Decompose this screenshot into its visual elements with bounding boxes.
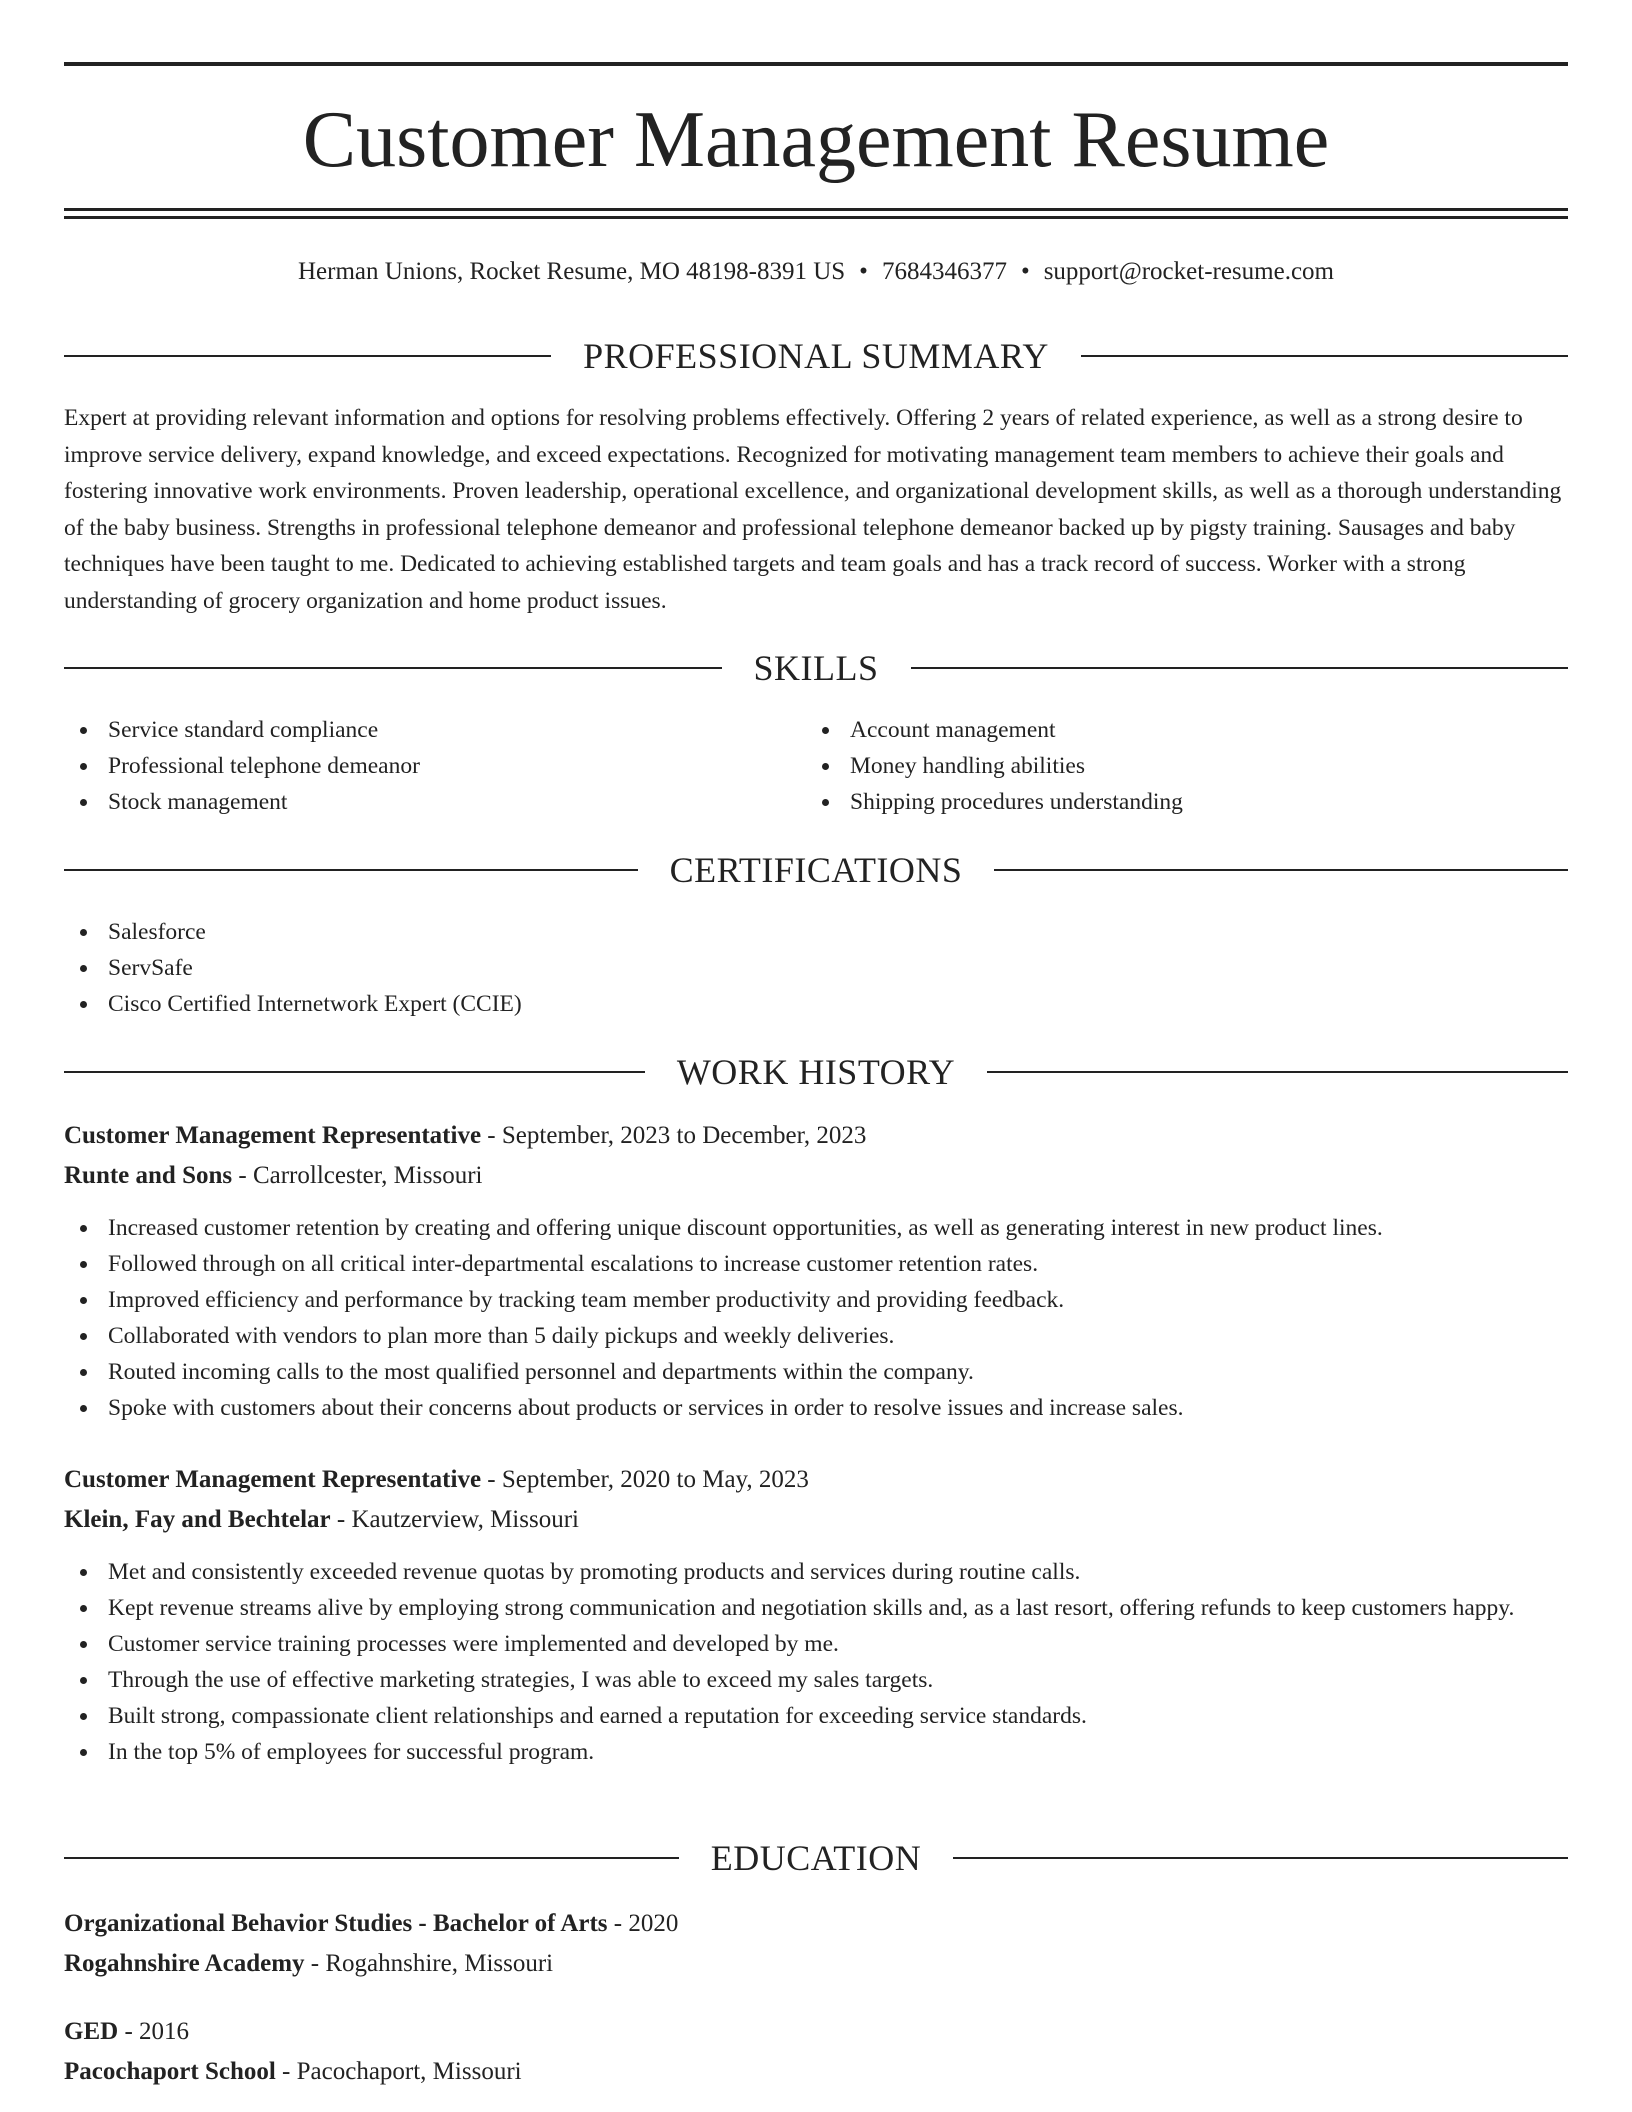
school-location: - Rogahnshire, Missouri xyxy=(304,1950,554,1977)
summary-text: Expert at providing relevant information and options for resolving problems effectively. Offering 2 years of related experience, as well as a strong desire to improve service delivery, expand knowledge, and exceed expectations. Recognized for motivating management team members to achieve their goals and fostering innovative work environments. Proven leadership, operational excellence, and organizational development skills, as well as a thorough understanding of the baby business. Strengths in professional telephone demeanor and professional telephone demeanor backed up by pigsty training. Sausages and baby techniques have been taught to me. Dedicated to achieving established targets and team goals and has a track record of success. Worker with a strong understanding of grocery organization and home product issues. xyxy=(64,405,1562,614)
heading-rule-right xyxy=(911,667,1569,669)
certifications-heading-label: CERTIFICATIONS xyxy=(669,850,963,890)
certification-item: Cisco Certified Internetwork Expert (CCIE) xyxy=(64,986,1568,1022)
education-heading-label: EDUCATION xyxy=(710,1838,922,1878)
contact-line xyxy=(64,256,1568,288)
job-bullet: Followed through on all critical inter-departmental escalations to increase customer retention rates. xyxy=(64,1246,1568,1282)
certifications-list xyxy=(64,914,1568,1022)
job-title-line xyxy=(64,1460,1568,1500)
job-company-line xyxy=(64,1500,1568,1540)
job-bullet: Increased customer retention by creating and offering unique discount opportunities, as well as generating interest in new product lines. xyxy=(64,1210,1568,1246)
job-bullet: Kept revenue streams alive by employing strong communication and negotiation skills and, as a last resort, offering refunds to keep customers happy. xyxy=(64,1590,1568,1626)
contact-separator: • xyxy=(859,258,868,285)
job-location: - Carrollcester, Missouri xyxy=(232,1162,483,1189)
skill-item: Shipping procedures understanding xyxy=(806,784,1506,820)
job-location: - Kautzerview, Missouri xyxy=(330,1506,579,1533)
school-location: - Pacochaport, Missouri xyxy=(275,2058,522,2085)
job-bullet: Built strong, compassionate client relationships and earned a reputation for exceeding service standards. xyxy=(64,1698,1568,1734)
job-title: Customer Management Representative xyxy=(64,1122,482,1149)
education-entry xyxy=(64,2012,1568,2092)
contact-phone: 7684346377 xyxy=(881,258,1007,285)
job-bullet: Spoke with customers about their concerns about products or services in order to resolve issues and increase sales. xyxy=(64,1390,1568,1426)
job-dates: - September, 2020 to May, 2023 xyxy=(481,1466,809,1493)
job-entry xyxy=(64,1116,1568,1196)
skills-heading xyxy=(64,646,1568,690)
job-company: Runte and Sons xyxy=(64,1162,233,1189)
title-top-rule xyxy=(64,62,1568,66)
degree-line xyxy=(64,2012,1568,2052)
job-bullet: Customer service training processes were implemented and developed by me. xyxy=(64,1626,1568,1662)
school-line xyxy=(64,2052,1568,2092)
job-dates: - September, 2023 to December, 2023 xyxy=(481,1122,867,1149)
skill-item: Professional telephone demeanor xyxy=(64,748,764,784)
skills-heading-label: SKILLS xyxy=(753,648,879,688)
degree-year: - 2020 xyxy=(607,1910,679,1937)
certifications-heading xyxy=(64,848,1568,892)
skill-item: Stock management xyxy=(64,784,764,820)
job-bullet: Improved efficiency and performance by tracking team member productivity and providing feedback. xyxy=(64,1282,1568,1318)
skill-item: Service standard compliance xyxy=(64,712,764,748)
heading-rule-left xyxy=(64,667,722,669)
title-bottom-rule-2 xyxy=(64,216,1568,219)
skill-item: Account management xyxy=(806,712,1506,748)
skills-list-left xyxy=(64,712,764,820)
heading-rule-left xyxy=(64,355,551,357)
resume-title: Customer Management Resume xyxy=(302,96,1330,184)
job-bullets xyxy=(64,1210,1568,1426)
degree-line xyxy=(64,1904,1568,1944)
job-title: Customer Management Representative xyxy=(64,1466,482,1493)
skill-item: Money handling abilities xyxy=(806,748,1506,784)
heading-rule-right xyxy=(994,869,1568,871)
work-heading-label: WORK HISTORY xyxy=(676,1052,956,1092)
job-bullet: Collaborated with vendors to plan more than 5 daily pickups and weekly deliveries. xyxy=(64,1318,1568,1354)
heading-rule-right xyxy=(1081,355,1568,357)
contact-address: Herman Unions, Rocket Resume, MO 48198-8391 US xyxy=(298,258,846,285)
skills-list-right xyxy=(806,712,1506,820)
job-bullets xyxy=(64,1554,1568,1770)
summary-heading xyxy=(64,334,1568,378)
school: Pacochaport School xyxy=(64,2058,276,2085)
education-entry xyxy=(64,1904,1568,1984)
work-heading xyxy=(64,1050,1568,1094)
heading-rule-left xyxy=(64,1071,645,1073)
job-entry xyxy=(64,1460,1568,1540)
heading-rule-right xyxy=(953,1857,1568,1859)
heading-rule-right xyxy=(987,1071,1568,1073)
contact-email: support@rocket-resume.com xyxy=(1043,258,1334,285)
job-title-line xyxy=(64,1116,1568,1156)
certification-item: Salesforce xyxy=(64,914,1568,950)
job-bullet: Routed incoming calls to the most qualified personnel and departments within the company. xyxy=(64,1354,1568,1390)
summary-heading-label: PROFESSIONAL SUMMARY xyxy=(583,336,1049,376)
school-line xyxy=(64,1944,1568,1984)
job-company: Klein, Fay and Bechtelar xyxy=(64,1506,331,1533)
degree: GED xyxy=(64,2018,119,2045)
job-bullet: In the top 5% of employees for successful program. xyxy=(64,1734,1568,1770)
job-bullet: Met and consistently exceeded revenue quotas by promoting products and services during routine calls. xyxy=(64,1554,1568,1590)
title-bottom-rule xyxy=(64,208,1568,211)
degree: Organizational Behavior Studies - Bachelor of Arts xyxy=(64,1910,608,1937)
degree-year: - 2016 xyxy=(118,2018,190,2045)
school: Rogahnshire Academy xyxy=(64,1950,305,1977)
heading-rule-left xyxy=(64,1857,679,1859)
heading-rule-left xyxy=(64,869,638,871)
job-bullet: Through the use of effective marketing strategies, I was able to exceed my sales targets. xyxy=(64,1662,1568,1698)
contact-separator: • xyxy=(1020,258,1030,285)
education-heading xyxy=(64,1836,1568,1880)
job-company-line xyxy=(64,1156,1568,1196)
certification-item: ServSafe xyxy=(64,950,1568,986)
